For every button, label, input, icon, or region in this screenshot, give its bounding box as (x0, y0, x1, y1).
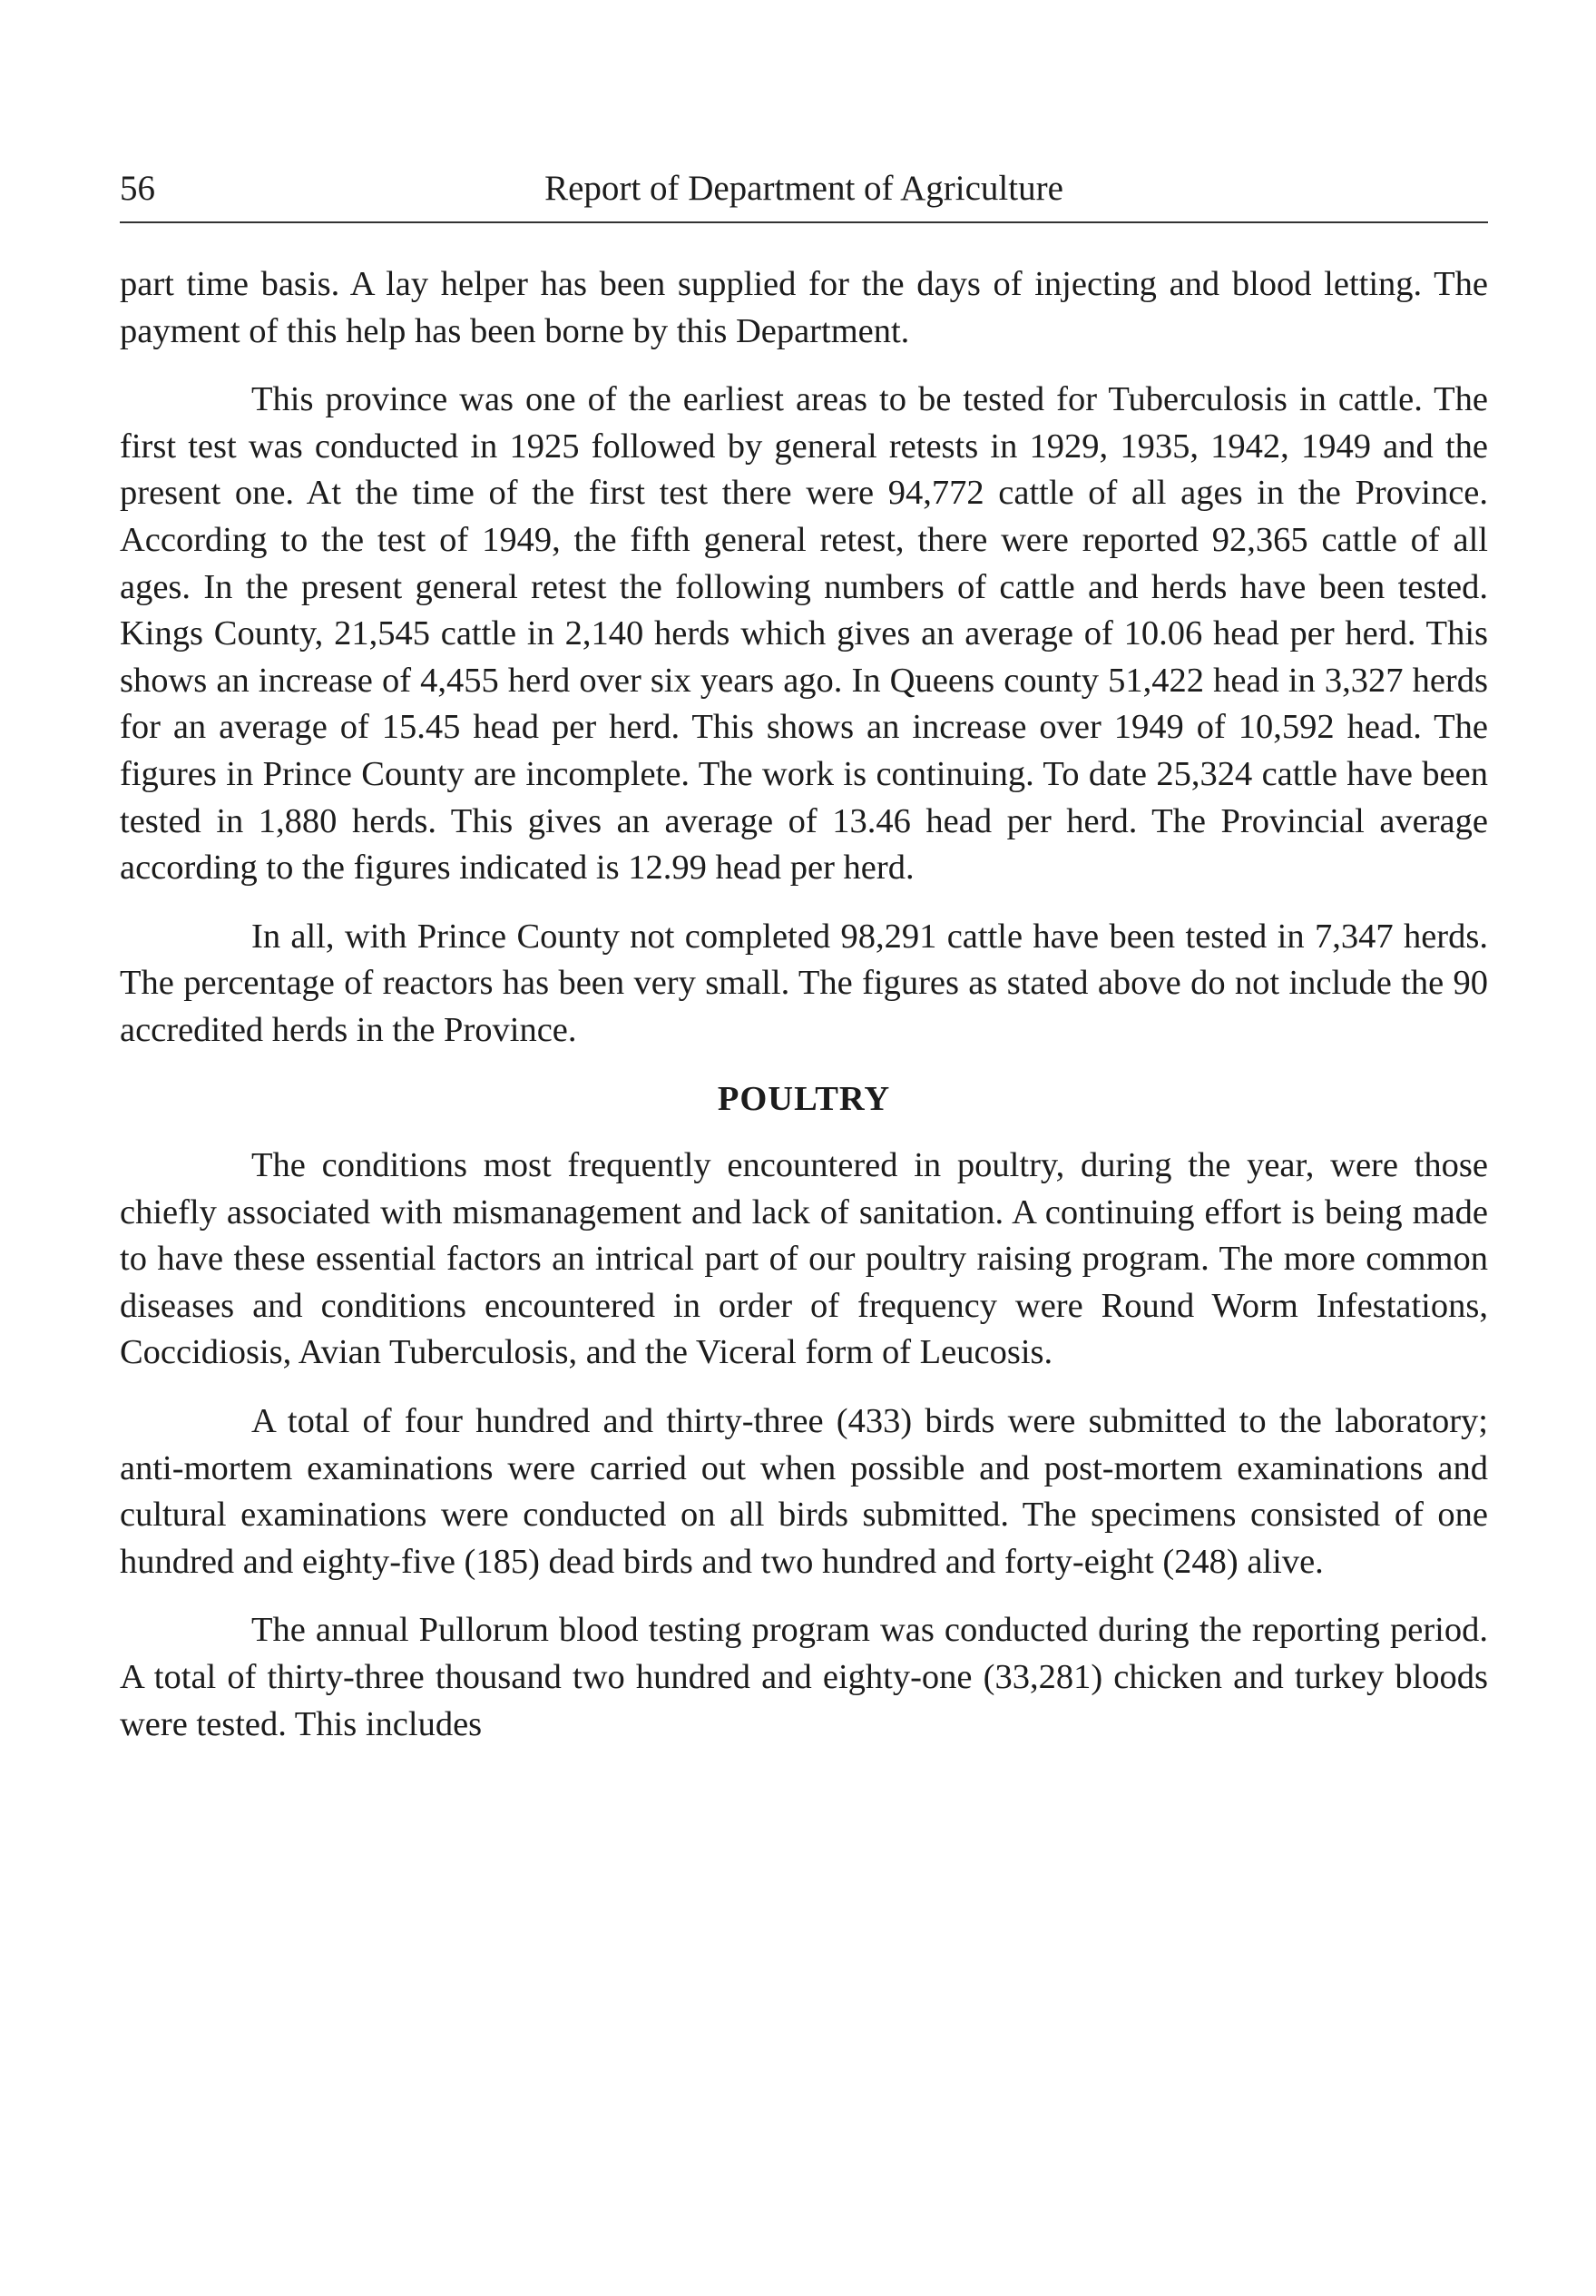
running-head (120, 162, 1488, 216)
paragraph-totals: In all, with Prince County not completed 98,291 cattle have been tested in 7,347 herds. The percentage of reactors has been very small. The figures as stated above do not include the 90 accredited herds in the Province. (120, 917, 1488, 1049)
paragraph-pullorum-testing: The annual Pullorum blood testing program was conducted during the reporting period. A total of thirty-three thousand two hundred and eighty-one (33,281) chicken and turkey bloods were tested. This includes (120, 1611, 1488, 1743)
paragraph-poultry-conditions: The conditions most frequently encountered in poultry, during the year, were those chiefly associated with mismanagement and lack of sanitation. A continuing effort is being made to have these essential factors an intrical part of our poultry raising program. The more common diseases and conditions encountered in order of frequency were Round Worm Infestations, Coccidiosis, Avian Tuberculosis, and the Viceral form of Leucosis. (120, 1146, 1488, 1372)
header-rule (120, 221, 1488, 223)
running-title: Report of Department of Agriculture (544, 169, 1063, 208)
paragraph-birds-submitted: A total of four hundred and thirty-three (433) birds were submitted to the laboratory; anti-mortem examinations were carried out when possible and post-mortem examinations and cultural examinations were conducted on all birds submitted. The specimens consisted of one hundred and eighty-five (185) dead birds and two hundred and forty-eight (248) alive. (120, 1402, 1488, 1581)
paragraph-tuberculosis: This province was one of the earliest areas to be tested for Tuberculosis in cattle. The first test was conducted in 1925 followed by general retests in 1929, 1935, 1942, 1949 and the present one. At the time of the first test there were 94,772 cattle of all ages in the Province. According to the test of 1949, the fifth general retest, there were reported 92,365 cattle of all ages. In the present general retest the following numbers of cattle and herds have been tested. Kings County, 21,545 cattle in 2,140 herds which gives an average of 10.06 head per herd. This shows an increase of 4,455 herd over six years ago. In Queens county 51,422 head in 3,327 herds for an average of 15.45 head per herd. This shows an increase over 1949 of 10,592 head. The figures in Prince County are incomplete. The work is continuing. To date 25,324 cattle have been tested in 1,880 herds. This gives an average of 13.46 head per herd. The Provincial average according to the figures indicated is 12.99 head per herd. (120, 380, 1488, 888)
paragraph-continuation: part time basis. A lay helper has been supplied for the days of injecting and blood letting. The payment of this help has been borne by this Department. (120, 265, 1488, 350)
page-number: 56 (120, 169, 155, 208)
body-text (120, 261, 1488, 1770)
section-heading-poultry: POULTRY (717, 1079, 891, 1118)
